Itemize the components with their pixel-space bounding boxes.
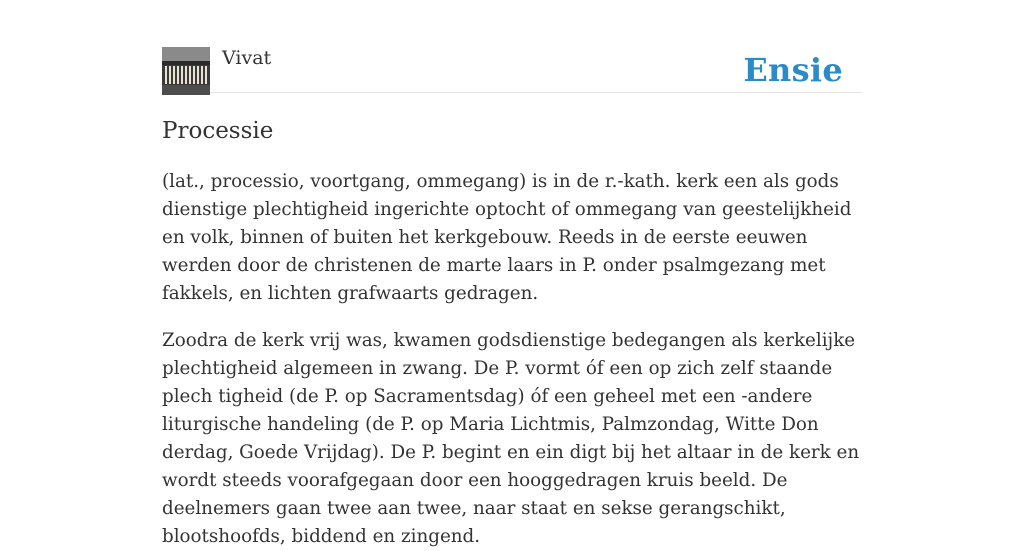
avatar-image: [162, 47, 210, 95]
article-paragraph-2: Zoodra de kerk vrij was, kwamen godsdienstige bedegangen als kerkelijke plechtigheid algemeen in zwang. De P. vormt óf een op zich zelf staande plech tigheid (de P. op Sacramentsdag) óf een geheel met een -andere liturgische handeling (de P. op Maria Lichtmis, Palmzondag, Witte Don derdag, Goede Vrijdag). De P. begint en ein digt bij het altaar in de kerk en wordt steeds voorafgegaan door een hooggedragen kruis beeld. De deelnemers gaan twee aan twee, naar staat en sekse gerangschikt, blootshoofds, biddend en zingend.: [162, 330, 860, 547]
article-paragraph-1: (lat., processio, voortgang, ommegang) is in de r.-kath. kerk een als gods dienstige plechtigheid ingerichte optocht of ommegang van geestelijkheid en volk, binnen of buiten het kerkgebouw. Reeds in de eerste eeuwen werden door de christenen de marte laars in P. onder psalmgezang met fakkels, en lichten grafwaarts gedragen.: [162, 171, 852, 304]
author-name[interactable]: Vivat: [222, 47, 272, 69]
avatar[interactable]: [162, 47, 210, 95]
page-title: Processie: [162, 118, 274, 144]
header: [162, 0, 862, 93]
brand-logo[interactable]: Ensie: [743, 51, 843, 89]
article-page: [162, 0, 862, 547]
